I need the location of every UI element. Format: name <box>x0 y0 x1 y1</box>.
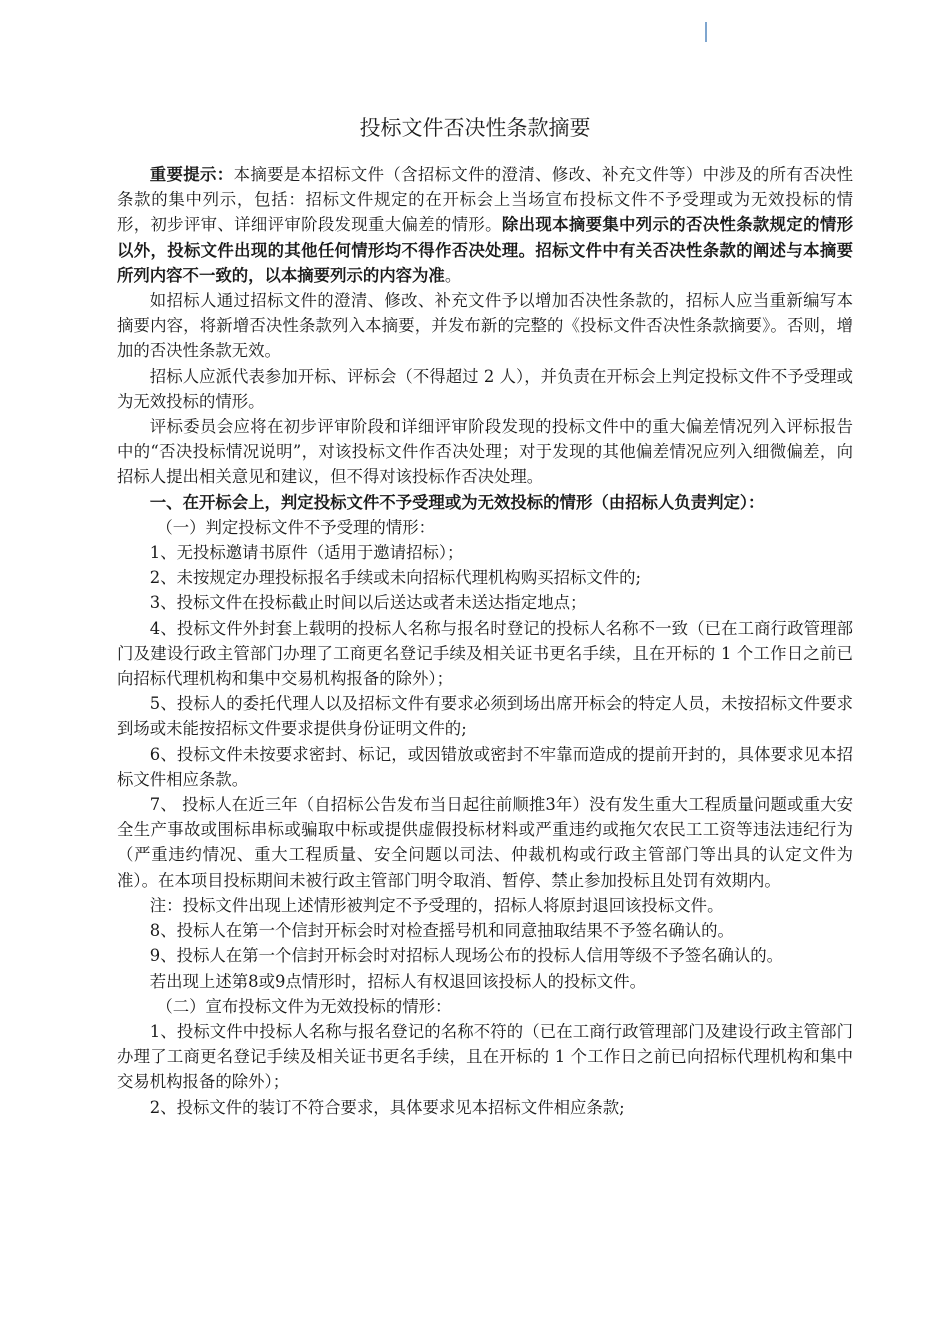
notice-end: 。 <box>444 265 462 285</box>
cursor-mark <box>705 22 707 42</box>
paragraph: 如招标人通过招标文件的澄清、修改、补充文件予以增加否决性条款的，招标人应当重新编写本摘要内容，将新增否决性条款列入本摘要，并发布新的完整的《投标文件否决性条款摘要》。否则，增加的否决性条款无效。 <box>117 291 853 361</box>
section-heading: 一、在开标会上，判定投标文件不予受理或为无效投标的情形（由招标人负责判定）： <box>149 492 765 512</box>
notice-text: 本摘要是本招标文件（含招标文件的澄清、修改、补充文件等）中涉及的所有否决性条款的集中列示，包括：招标文件规定的在开标会上当场宣布投标文件不予受理或为无效投标的情形，初步评审、详细评审阶段发现重大偏差的情形。 <box>117 165 854 235</box>
subsection-heading: （一）判定投标文件不予受理的情形： <box>156 517 435 537</box>
list-item: 1、无投标邀请书原件（适用于邀请招标）； <box>149 543 464 563</box>
list-item: 3、投标文件在投标截止时间以后送达或者未送达指定地点； <box>149 593 587 613</box>
list-item: 8、投标人在第一个信封开标会时对检查摇号机和同意抽取结果不予签名确认的。 <box>149 921 734 941</box>
subsection-heading: （二）宣布投标文件为无效投标的情形： <box>156 996 452 1016</box>
list-item: 7、 投标人在近三年（自招标公告发布当日起往前顺推3年）没有发生重大工程质量问题或重大安全生产事故或围标串标或骗取中标或提供虚假投标材料或严重违约或拖欠农民工工资等违法违纪行为（严重违约情况、重大工程质量、安全问题以司法、仲裁机构或行政主管部门等出具的认定文件为准）。在本项目投标期间未被行政主管部门明令取消、暂停、禁止参加投标且处罚有效期内。 <box>117 795 853 890</box>
notice-bold-text: 除出现本摘要集中列示的否决性条款规定的情形以外，投标文件出现的其他任何情形均不得作否决处理。招标文件中有关否决性条款的阐述与本摘要所列内容不一致的，以本摘要列示的内容为准 <box>117 215 853 285</box>
list-item: 5、投标人的委托代理人以及招标文件有要求必须到场出席开标会的特定人员，未按招标文件要求到场或未能按招标文件要求提供身份证明文件的; <box>117 694 853 739</box>
list-item: 2、投标文件的装订不符合要求，具体要求见本招标文件相应条款; <box>149 1097 625 1117</box>
notice-label: 重要提示： <box>149 165 234 184</box>
list-item: 9、投标人在第一个信封开标会时对招标人现场公布的投标人信用等级不予签名确认的。 <box>149 946 784 966</box>
page-title: 投标文件否决性条款摘要 <box>359 116 591 140</box>
paragraph: 招标人应派代表参加开标、评标会（不得超过 2 人），并负责在开标会上判定投标文件不予受理或为无效投标的情形。 <box>117 366 853 411</box>
note: 若出现上述第8或9点情形时，招标人有权退回该投标人的投标文件。 <box>149 971 646 991</box>
document-body <box>117 162 853 1120</box>
list-item: 2、未按规定办理投标报名手续或未向招标代理机构购买招标文件的; <box>149 568 642 588</box>
list-item: 4、投标文件外封套上载明的投标人名称与报名时登记的投标人名称不一致（已在工商行政管理部门及建设行政主管部门办理了工商更名登记手续及相关证书更名手续，且在开标的 1 个工作日之前已向招标代理机构和集中交易机构报备的除外）； <box>117 618 853 689</box>
paragraph: 评标委员会应将在初步评审阶段和详细评审阶段发现的投标文件中的重大偏差情况列入评标报告中的“否决投标情况说明”，对该投标文件作否决处理；对于发现的其他偏差情况应列入细微偏差，向招标人提出相关意见和建议，但不得对该投标作否决处理。 <box>117 417 853 487</box>
list-item: 6、投标文件未按要求密封、标记，或因错放或密封不牢靠而造成的提前开封的，具体要求见本招标文件相应条款。 <box>117 744 853 789</box>
note: 注：投标文件出现上述情形被判定不予受理的，招标人将原封退回该投标文件。 <box>149 895 724 915</box>
list-item: 1、投标文件中投标人名称与报名登记的名称不符的（已在工商行政管理部门及建设行政主管部门办理了工商更名登记手续及相关证书更名手续，且在开标的 1 个工作日之前已向招标代理机构和集中交易机构报备的除外）； <box>117 1021 853 1092</box>
notice-paragraph <box>117 162 853 288</box>
